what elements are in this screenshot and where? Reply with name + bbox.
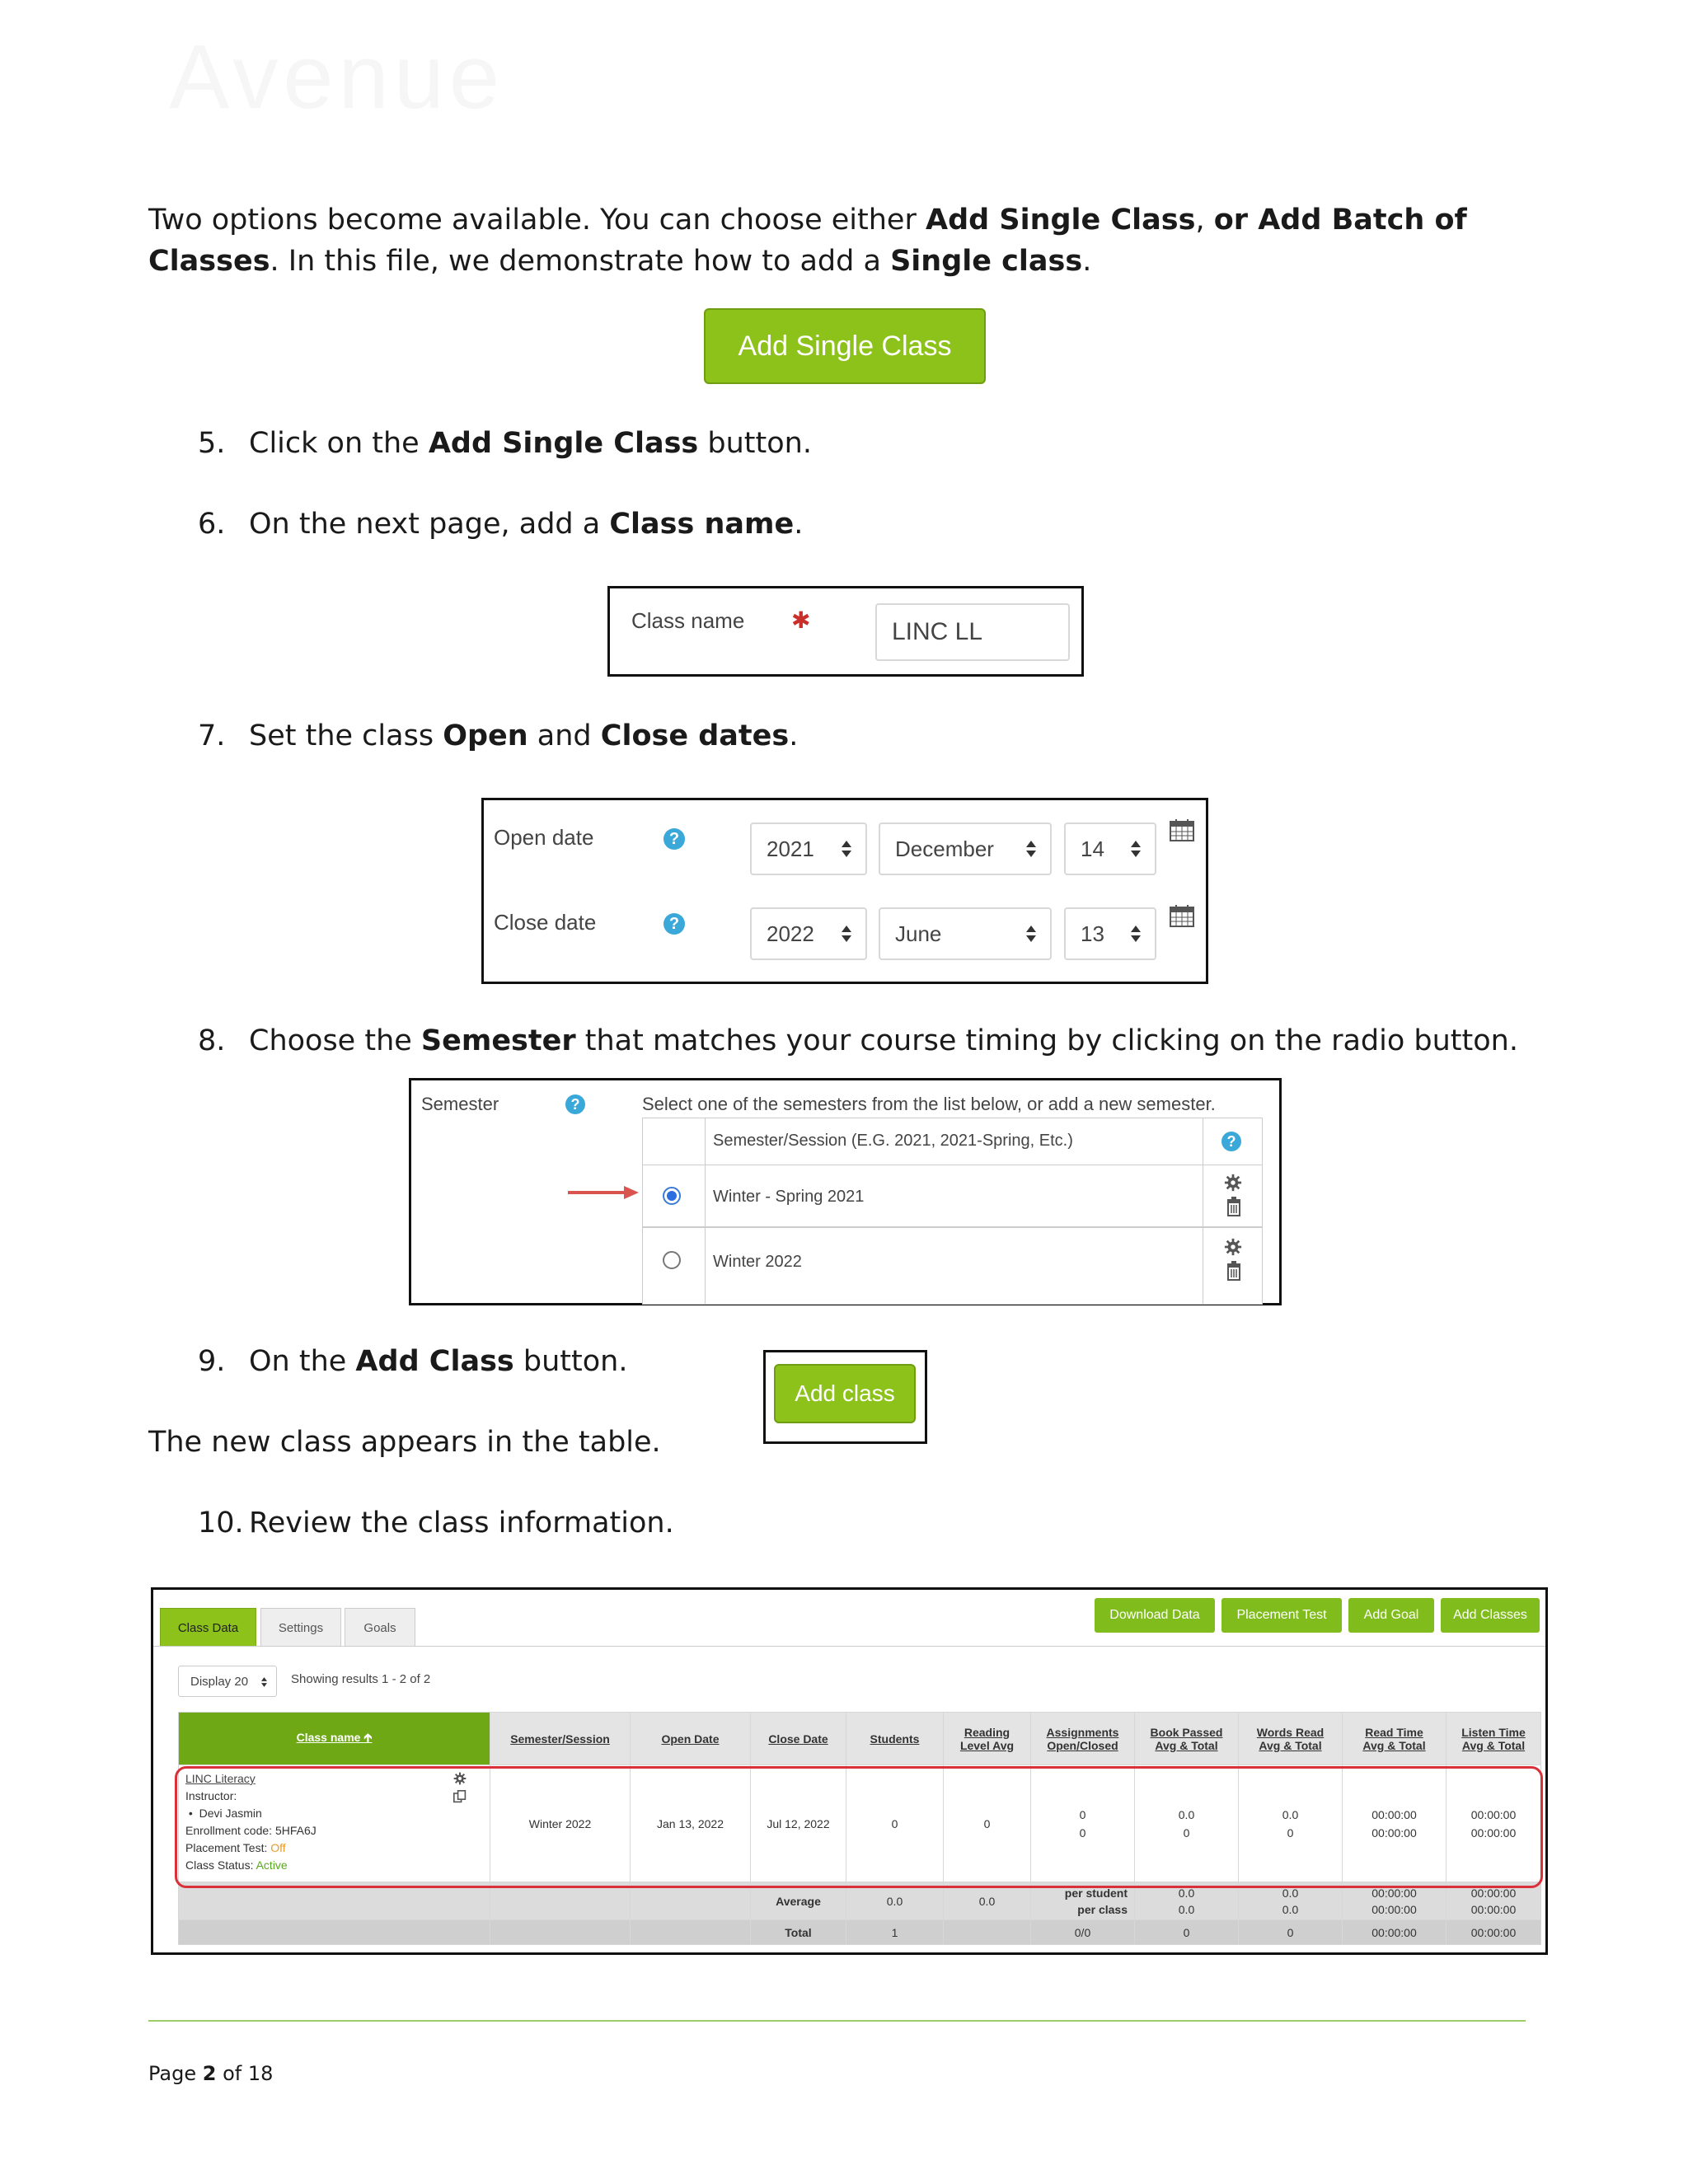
step-number: 8. [198, 1024, 226, 1057]
cell-value: 0.0 [846, 1882, 944, 1920]
cell-value: 0.0 [1178, 1902, 1195, 1916]
cell-value: 00:00:00 [1447, 1920, 1541, 1945]
step-number: 10. [198, 1507, 244, 1540]
column-header-read-time[interactable] [1343, 1713, 1447, 1765]
step-bold: Class name [609, 508, 795, 541]
sort-arrows-icon [1025, 924, 1037, 944]
help-icon[interactable]: ? [1221, 1132, 1241, 1151]
class-name-value: LINC LL [892, 618, 983, 645]
semester-name: Winter - Spring 2021 [713, 1188, 865, 1206]
status-label: Class Status: [185, 1858, 256, 1872]
step-text: Click on the [249, 427, 429, 460]
class-name-label: Class name [631, 608, 745, 633]
instructor-label: Instructor: [185, 1789, 237, 1802]
header-label: Open/Closed [1047, 1738, 1118, 1752]
dates-form [481, 798, 1208, 984]
reading-cell: 0 [944, 1765, 1031, 1882]
avenue-logo: Avenue [169, 26, 505, 128]
per-student-label: per student [1064, 1886, 1128, 1900]
class-link[interactable]: LINC Literacy [185, 1772, 256, 1785]
cell-value: 0 [1239, 1920, 1343, 1945]
semester-name: Winter 2022 [713, 1253, 802, 1271]
open-month-select[interactable] [879, 823, 1052, 875]
tab-settings[interactable] [260, 1608, 341, 1647]
total-label: Total [751, 1920, 846, 1945]
header-label: Reading [964, 1725, 1010, 1739]
students-cell: 0 [846, 1765, 944, 1882]
column-header-assignments[interactable] [1031, 1713, 1135, 1765]
sort-arrows-icon [260, 1676, 268, 1688]
calendar-icon[interactable] [1170, 904, 1194, 927]
step-5 [198, 427, 812, 460]
class-table-figure [151, 1587, 1548, 1955]
help-icon[interactable]: ? [663, 828, 685, 850]
class-name-input[interactable] [875, 603, 1070, 661]
step-text: Choose the [249, 1024, 421, 1057]
help-icon[interactable]: ? [565, 1094, 585, 1114]
intro-text: . In this file, we demonstrate how to add a [270, 245, 891, 278]
cell-value: 00:00:00 [1343, 1920, 1447, 1945]
instructor-name: Devi Jasmin [199, 1807, 262, 1820]
step-8 [198, 1024, 1518, 1057]
header-label: Open Date [661, 1732, 720, 1746]
header-label: Assignments [1046, 1725, 1119, 1739]
intro-bold: Add Single Class [925, 204, 1196, 237]
per-class-label: per class [1077, 1902, 1128, 1916]
header-label: Close Date [768, 1732, 828, 1746]
cell-value: 0.0 [1178, 1807, 1195, 1821]
cell-value: 0 [1079, 1825, 1086, 1840]
button-label: Add Goal [1363, 1608, 1419, 1622]
page-number [148, 2062, 273, 2085]
semester-column-header: Semester/Session (E.G. 2021, 2021-Spring, Etc.) [713, 1132, 1073, 1150]
gear-icon[interactable] [1224, 1238, 1242, 1256]
cell-value: 0 [1135, 1920, 1239, 1945]
cell-value: 0.0 [1282, 1902, 1299, 1916]
help-icon[interactable]: ? [663, 913, 685, 935]
column-header-class-name[interactable] [179, 1713, 490, 1765]
sort-up-icon: 🡱 [363, 1730, 373, 1744]
open-date-cell: Jan 13, 2022 [631, 1765, 751, 1882]
step-text: . [789, 719, 799, 752]
cell-value: 00:00:00 [1470, 1807, 1517, 1821]
column-header-listen-time[interactable] [1447, 1713, 1541, 1765]
page-prefix: Page [148, 2062, 203, 2085]
cell-value: 00:00:00 [1372, 1886, 1417, 1900]
semester-table [642, 1118, 1263, 1305]
add-classes-button[interactable] [1441, 1598, 1540, 1633]
column-header-book-passed[interactable] [1135, 1713, 1239, 1765]
close-year-value: 2022 [767, 921, 814, 946]
step-text: and [528, 719, 601, 752]
close-year-select[interactable] [750, 907, 867, 960]
download-data-button[interactable] [1095, 1598, 1215, 1633]
button-label: Placement Test [1236, 1608, 1327, 1622]
open-month-value: December [895, 836, 994, 861]
step-number: 7. [198, 719, 226, 752]
header-label: Level Avg [959, 1738, 1015, 1752]
close-day-select[interactable] [1064, 907, 1156, 960]
step-9 [198, 1345, 627, 1378]
header-label: Listen Time [1461, 1725, 1526, 1739]
semester-form [409, 1078, 1282, 1305]
cell-value: 00:00:00 [1372, 1807, 1417, 1821]
button-label: Add Classes [1453, 1608, 1527, 1622]
close-date-label: Close date [494, 910, 597, 935]
open-year-select[interactable] [750, 823, 867, 875]
column-header-close-date[interactable] [751, 1713, 846, 1765]
step-number: 5. [198, 427, 226, 460]
open-day-value: 14 [1081, 836, 1104, 861]
semester-radio-selected[interactable] [663, 1187, 681, 1205]
class-name-form [607, 586, 1084, 677]
add-single-class-label: Add Single Class [738, 330, 952, 362]
tab-goals[interactable] [345, 1608, 415, 1647]
add-class-button[interactable] [774, 1364, 916, 1423]
required-asterisk-icon: ✱ [791, 607, 811, 633]
cell-value: 0 [1287, 1825, 1294, 1840]
placement-test-button[interactable] [1221, 1598, 1342, 1633]
total-row [179, 1920, 1541, 1945]
footer-divider [148, 2020, 1526, 2022]
red-arrow-icon [568, 1184, 639, 1201]
step-bold: Close dates [600, 719, 790, 752]
cell-value: 00:00:00 [1372, 1825, 1417, 1840]
column-header-open-date[interactable] [631, 1713, 751, 1765]
step-text: Review the class information. [249, 1507, 674, 1540]
add-class-label: Add class [795, 1380, 895, 1406]
gear-icon[interactable] [1224, 1174, 1242, 1192]
step-text: On the next page, add a [249, 508, 610, 541]
cell-value: 00:00:00 [1470, 1825, 1517, 1840]
average-label: Average [751, 1882, 846, 1920]
column-header-students[interactable] [846, 1713, 944, 1765]
trash-icon[interactable] [1226, 1261, 1242, 1281]
semester-radio[interactable] [663, 1251, 681, 1269]
tab-label: Goals [363, 1620, 396, 1635]
enrollment-code: Enrollment code: 5HFA6J [185, 1824, 316, 1837]
step-number: 9. [198, 1345, 226, 1378]
close-month-value: June [895, 921, 942, 946]
cell-value: 0.0 [1282, 1807, 1299, 1821]
intro-text: . [1082, 245, 1092, 278]
trash-icon[interactable] [1226, 1197, 1242, 1216]
intro-bold: Single class [890, 245, 1083, 278]
tab-label: Class Data [177, 1620, 239, 1635]
sort-arrows-icon [1025, 839, 1037, 859]
close-day-value: 13 [1081, 921, 1104, 946]
step-text: . [794, 508, 804, 541]
column-header-semester[interactable] [490, 1713, 631, 1765]
cell-value: 0 [1183, 1825, 1190, 1840]
open-date-label: Open date [494, 825, 594, 850]
page-current: 2 [202, 2062, 217, 2085]
step-text: button. [698, 427, 812, 460]
close-date-cell: Jul 12, 2022 [751, 1765, 846, 1882]
add-single-class-button[interactable] [704, 308, 986, 384]
step-bold: Add Class [355, 1345, 514, 1378]
header-label: Avg & Total [1259, 1738, 1322, 1752]
header-label: Words Read [1256, 1725, 1325, 1739]
cell-value: 1 [846, 1920, 944, 1945]
display-select[interactable] [178, 1666, 277, 1697]
header-label: Students [870, 1732, 920, 1746]
add-goal-button[interactable] [1348, 1598, 1434, 1633]
step-number: 6. [198, 508, 226, 541]
step-text: button. [513, 1345, 628, 1378]
header-label: Read Time [1365, 1725, 1423, 1739]
cell-value: 0.0 [944, 1882, 1031, 1920]
step-text: that matches your course timing by clicking on the radio button. [575, 1024, 1518, 1057]
sort-arrows-icon [841, 839, 852, 859]
semester-instruction: Select one of the semesters from the list below, or add a new semester. [642, 1094, 1216, 1114]
header-label: Class name [296, 1730, 361, 1744]
cell-value: 0 [1079, 1807, 1086, 1821]
open-year-value: 2021 [767, 836, 814, 861]
page-suffix: of 18 [216, 2062, 274, 2085]
new-class-text: The new class appears in the table. [148, 1426, 661, 1459]
step-10 [198, 1507, 674, 1540]
sort-arrows-icon [1130, 839, 1142, 859]
tab-label: Settings [278, 1620, 324, 1635]
highlight-outline [175, 1766, 1543, 1888]
sort-arrows-icon [841, 924, 852, 944]
step-7 [198, 719, 798, 752]
header-label: Book Passed [1150, 1725, 1223, 1739]
cell-value: 00:00:00 [1372, 1902, 1417, 1916]
column-header-reading[interactable] [944, 1713, 1031, 1765]
cell-value: 00:00:00 [1470, 1902, 1517, 1916]
column-header-words-read[interactable] [1239, 1713, 1343, 1765]
calendar-icon[interactable] [1170, 818, 1194, 841]
intro-text: Two options become available. You can choose either [148, 204, 926, 237]
step-text: Set the class [249, 719, 443, 752]
intro-text: , [1195, 204, 1214, 237]
button-label: Download Data [1109, 1608, 1200, 1622]
cell-value: 0/0 [1031, 1920, 1135, 1945]
step-text: On the [249, 1345, 356, 1378]
close-month-select[interactable] [879, 907, 1052, 960]
placement-label: Placement Test: [185, 1841, 271, 1854]
step-bold: Open [443, 719, 528, 752]
showing-results: Showing results 1 - 2 of 2 [291, 1672, 431, 1686]
step-bold: Semester [420, 1024, 576, 1057]
header-label: Semester/Session [510, 1732, 610, 1746]
step-6 [198, 508, 803, 541]
step-bold: Add Single Class [428, 427, 699, 460]
display-value: Display 20 [190, 1674, 249, 1689]
open-day-select[interactable] [1064, 823, 1156, 875]
intro-bold: or Add Batch of Classes [148, 204, 1467, 278]
semester-label: Semester [421, 1094, 499, 1114]
intro-paragraph [148, 199, 1550, 282]
tab-class-data[interactable] [160, 1608, 256, 1647]
header-label: Avg & Total [1461, 1738, 1526, 1752]
sort-arrows-icon [1130, 924, 1142, 944]
cell-value: 0.0 [1282, 1886, 1299, 1900]
semester-cell: Winter 2022 [490, 1765, 631, 1882]
cell-value: 0.0 [1178, 1886, 1195, 1900]
cell-value: 00:00:00 [1470, 1886, 1517, 1900]
instructor-item: • Devi Jasmin [185, 1807, 262, 1820]
add-class-figure [763, 1350, 927, 1444]
header-label: Avg & Total [1362, 1738, 1426, 1752]
status-value: Active [256, 1858, 288, 1872]
header-label: Avg & Total [1155, 1738, 1218, 1752]
placement-value: Off [270, 1841, 286, 1854]
